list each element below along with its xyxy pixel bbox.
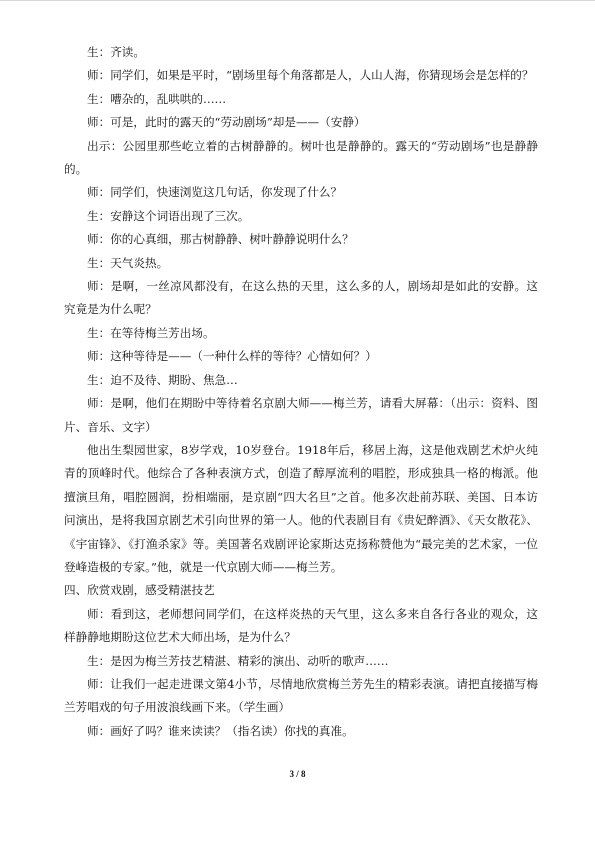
paragraph: 师：看到这，老师想问同学们，在这样炎热的天气里，这么多来自各行各业的观众，这样静静地期盼这位艺术大师出场，是为什么？ xyxy=(64,606,538,645)
biography-paragraph: 他出生梨园世家，8岁学戏，10岁登台。1918年后，移居上海，这是他戏剧艺术炉火纯青的顶峰时代。他综合了各种表演方式，创造了醇厚流利的唱腔，形成独具一格的梅派。他擅演旦角，唱腔圆润，扮相端丽，是京剧“四大名旦”之首。他多次赴前苏联、美国、日本访问演出，是将我国京剧艺术引向世界的第一人。他的代表剧目有《贵妃醉酒》、《天女散花》、《宇宙锋》、《打渔杀家》等。美国著名戏剧评论家斯达克扬称赞他为“最完美的艺术家，一位登峰造极的专家。”他，就是一代京剧大师——梅兰芳。 xyxy=(64,442,538,574)
page-top-border xyxy=(0,0,595,1)
paragraph: 师：让我们一起走进课文第4小节，尽情地欣赏梅兰芳先生的精彩表演。请把直接描写梅兰芳唱戏的句子用波浪线画下来。（学生画） xyxy=(64,676,538,715)
paragraph: 生：齐读。 xyxy=(87,45,145,59)
paragraph: 生：天气炎热。 xyxy=(87,255,169,270)
paragraph: 师：同学们，如果是平时，“剧场里每个角落都是人，人山人海，你猜现场会是怎样的？ xyxy=(87,68,534,83)
document-body xyxy=(64,41,538,743)
section-heading: 四、欣赏戏剧，感受精湛技艺 xyxy=(64,583,215,598)
paragraph: 生：在等待梅兰芳出场。 xyxy=(87,325,215,340)
paragraph: 师：是啊，他们在期盼中等待着名京剧大师——梅兰芳，请看大屏幕：（出示：资料、图片、音乐、文字） xyxy=(64,396,538,434)
paragraph: 师：这种等待是——（一种什么样的等待？心情如何？） xyxy=(87,349,377,364)
paragraph: 生：安静这个词语出现了三次。 xyxy=(87,208,250,223)
paragraph: 师：同学们，快速浏览这几句话，你发现了什么？ xyxy=(87,185,343,200)
paragraph: 生：是因为梅兰芳技艺精湛、精彩的演出、动听的歌声…… xyxy=(87,653,389,668)
paragraph: 出示：公园里那些屹立着的古树静静的。树叶也是静静的。露天的“劳动剧场”也是静静的。 xyxy=(64,138,538,177)
page-number: 3 / 8 xyxy=(289,769,306,779)
paragraph: 师：画好了吗？谁来读读？（指名读）你找的真准。 xyxy=(87,723,354,738)
paragraph: 师：可是，此时的露天的“劳动剧场”却是——（安静） xyxy=(87,115,366,130)
paragraph: 生：嘈杂的，乱哄哄的…… xyxy=(87,91,227,106)
paragraph: 师：你的心真细，那古树静静、树叶静静说明什么？ xyxy=(87,232,354,247)
paragraph: 生：迫不及待、期盼、焦急… xyxy=(87,372,238,387)
paragraph: 师：是啊，一丝凉风都没有，在这么热的天里，这么多的人，剧场却是如此的安静。这究竟是为什么呢？ xyxy=(64,279,538,317)
